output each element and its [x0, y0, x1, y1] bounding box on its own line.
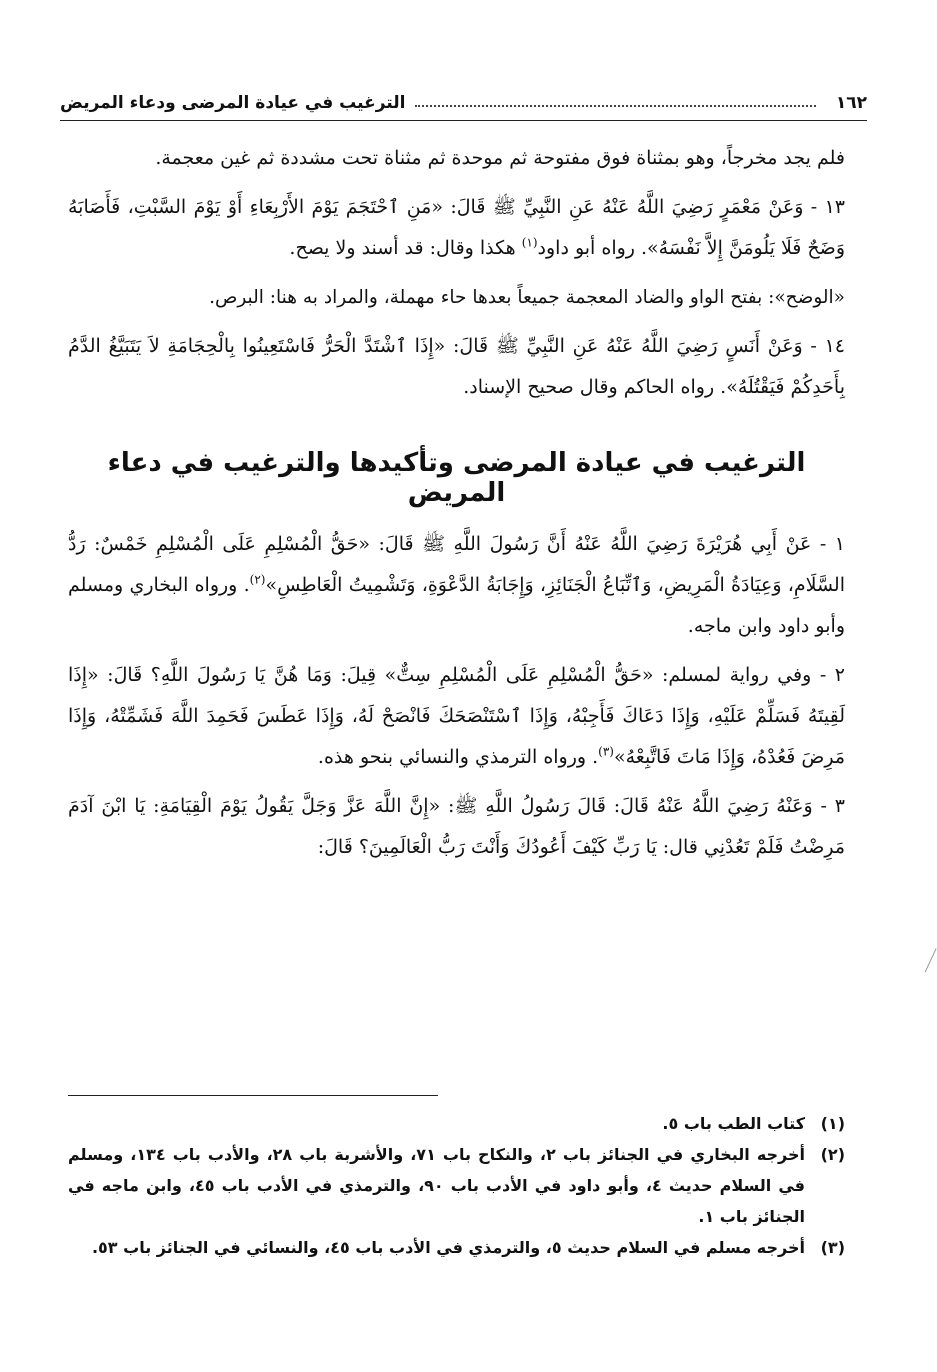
page-number: ١٦٢: [835, 93, 867, 113]
footnote-ref-3[interactable]: (٣): [598, 744, 614, 759]
footnote-item: [68, 1232, 845, 1263]
footnotes: [68, 1108, 845, 1263]
hadith-1-tail: . ورواه البخاري ومسلم وأبو داود وابن ماجه.: [68, 574, 845, 637]
footnote-ref-2[interactable]: (٢): [249, 572, 266, 587]
footnote-divider: [68, 1095, 438, 1096]
hadith-14-text: ١٤ - وَعَنْ أَنَسٍ رَضِيَ اللَّهُ عَنْهُ عَنِ النَّبِيِّ ﷺ قَالَ: «إِذَا ٱشْتَدَّ الْحَرُّ فَاسْتَعِينُوا بِالْحِجَامَةِ لاَ يَتَبَيَّغُ الدَّمُ بِأَحَدِكُمْ فَيَقْتُلَهُ». رواه الحاكم وقال صحيح الإسناد.: [68, 335, 845, 398]
hadith-2: [68, 655, 845, 778]
intro-paragraph: [68, 138, 845, 179]
hadith-13: [68, 187, 845, 269]
footnote-item: [68, 1139, 845, 1232]
wadah-note: [68, 277, 845, 318]
hadith-1-text: ١ - عَنْ أَبِي هُرَيْرَةَ رَضِيَ اللَّهُ عَنْهُ أَنَّ رَسُولَ اللَّهِ ﷺ قَالَ: «حَقُّ الْمُسْلِمِ عَلَى الْمُسْلِمِ خَمْسٌ: رَدُّ السَّلَامِ، وَعِيَادَةُ الْمَرِيضِ، وَٱتِّبَاعُ الْجَنَائِزِ، وَإِجَابَةُ الدَّعْوَةِ، وَتَشْمِيتُ الْعَاطِسِ»: [68, 533, 845, 596]
hadith-1: [68, 524, 845, 647]
intro-text: فلم يجد مخرجاً، وهو بمثناة فوق مفتوحة ثم موحدة ثم مثناة تحت مشددة ثم غين معجمة.: [155, 147, 845, 169]
footnote-number: (٣): [820, 1238, 845, 1257]
hadith-3: [68, 786, 845, 868]
hadith-2-text: ٢ - وفي رواية لمسلم: «حَقُّ الْمُسْلِمِ عَلَى الْمُسْلِمِ سِتٌّ» قِيلَ: وَمَا هُنَّ يَا رَسُولَ اللَّهِ؟ قَالَ: «إِذَا لَقِيتَهُ فَسَلِّمْ عَلَيْهِ، وَإِذَا دَعَاكَ فَأَجِبْهُ، وَإِذَا ٱسْتَنْصَحَكَ فَانْصَحْ لَهُ، وَإِذَا عَطَسَ فَحَمِدَ اللَّهَ فَشَمِّتْهُ، وَإِذَا مَرِضَ فَعُدْهُ، وَإِذَا مَاتَ فَاتَّبِعْهُ»: [68, 664, 845, 768]
footnote-text: أخرجه مسلم في السلام حديث ٥، والترمذي في الأدب باب ٤٥، والنسائي في الجنائز باب ٥٣.: [91, 1238, 805, 1257]
footnote-text: كتاب الطب باب ٥.: [662, 1114, 805, 1133]
footnote-number: (١): [820, 1114, 845, 1133]
margin-scratch-mark: [925, 948, 937, 973]
footnote-item: [68, 1108, 845, 1139]
wadah-note-text: «الوضح»: بفتح الواو والضاد المعجمة جميعاً بعدها حاء مهملة، والمراد به هنا: البرص.: [209, 287, 845, 308]
header-dot-leader: [415, 105, 815, 107]
footnote-number: (٢): [820, 1145, 845, 1164]
running-title: الترغيب في عيادة المرضى ودعاء المريض: [60, 93, 406, 113]
section-heading: الترغيب في عيادة المرضى وتأكيدها والترغيب في دعاء المريض: [107, 448, 806, 508]
footnote-text: أخرجه البخاري في الجنائز باب ٢، والنكاح باب ٧١، والأشربة باب ٢٨، والأدب باب ١٣٤، ومسلم في السلام حديث ٤، وأبو داود في الأدب باب ٩٠، والترمذي في الأدب باب ٤٥، وابن ماجه في الجنائز باب ١.: [68, 1145, 806, 1226]
hadith-3-text: ٣ - وَعَنْهُ رَضِيَ اللَّهُ عَنْهُ قَالَ: قَالَ رَسُولُ اللَّهِ ﷺ: «إِنَّ اللَّهَ عَزَّ وَجَلَّ يَقُولُ يَوْمَ الْقِيَامَةِ: يَا ابْنَ آدَمَ مَرِضْتُ فَلَمْ تَعُدْنِي قال: يَا رَبِّ كَيْفَ أَعُودُكَ وَأَنْتَ رَبُّ الْعَالَمِينَ؟ قَالَ:: [68, 795, 845, 858]
hadith-2-tail: . ورواه الترمذي والنسائي بنحو هذه.: [317, 746, 599, 768]
hadith-13-text: ١٣ - وَعَنْ مَعْمَرٍ رَضِيَ اللَّهُ عَنْهُ عَنِ النَّبِيِّ ﷺ قَالَ: «مَنِ ٱحْتَجَمَ يَوْمَ الأَرْبِعَاءِ أَوْ يَوْمَ السَّبْتِ، فَأَصَابَهُ وَضَحٌ فَلَا يَلُومَنَّ إِلاَّ نَفْسَهُ». رواه أبو داود: [68, 196, 845, 259]
hadith-13-tail: هكذا وقال: قد أسند ولا يصح.: [289, 237, 522, 259]
hadith-14: [68, 326, 845, 408]
running-header: [60, 86, 867, 121]
page-body: [68, 138, 845, 876]
footnote-ref-1[interactable]: (١): [521, 235, 538, 250]
